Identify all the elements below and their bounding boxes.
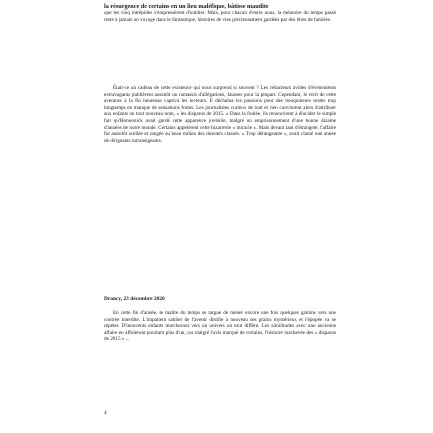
- middle-text-block: [104, 85, 336, 144]
- last-text-block: [104, 310, 336, 343]
- top-text-block: [104, 3, 336, 23]
- page-number: 4: [104, 410, 107, 416]
- last-paragraph: En cette fin d'année, le maître du temps se targue de mener encore une fois quelques gamins vers une contrée interdite. L'impatient sablier de l'avenir distille à nouveau ses grains mystérieux et l'épopée va se répéter. D'innocents enfants marcheront vers un univers où tout diffère. Les similitudes avec une ancienne affaire en affoleront pourtant plus d'un, car malgré l'avis marqué de certains, l'histoire inachevée des « disparus de 2015 » ...: [104, 310, 336, 343]
- middle-paragraph: Était-ce un cadeau de cette existence qui nous surprend si souvent ? Les rédacteurs avides d'événements extravagants publièrent aussitôt un ramassis d'allégations, fausses pour la plupart. Cependant, le récit de cette aventure à la fin heureuse captiva les lecteurs. Il déchaîna les passions pour des bouquineurs restés trop longtemps en manque de sensations fortes. Les journalistes curieux de tout et rien convinrent alors d'attribuer aux enfants un tout nouveau nom, « les disparus de 2015. » Dans la foulée, ils renoncèrent à élucider le simple fait qu'Honoonick avait gardé cette apparence juvénile, malgré un emprisonnement d'une bonne dizaine d'années de notre monde. Certains appelèrent cette bizarrerie « miracle ». Mais devant tant d'étrangeté, l'affaire fut aussitôt scellée et rangée au beau milieu des dossiers classés. « Trop dérangeante », avait clamé une année de dirigeants intransigeants.: [104, 85, 336, 144]
- top-paragraph: que les cinq intrépides s'empressèrent d'oublier. Mais, pour chacun d'entre nous, la mémoire du temps passé reste à jamais un voyage dans le fantastique, histoires de vies précieusement gardées par des êtres de lumière.: [104, 10, 336, 23]
- location-date-line: Drancy, 23 décembre 2020: [104, 296, 165, 302]
- top-heading-line: la résurgence de certains en un lieu maléfique, bâtisse maudite: [104, 3, 269, 10]
